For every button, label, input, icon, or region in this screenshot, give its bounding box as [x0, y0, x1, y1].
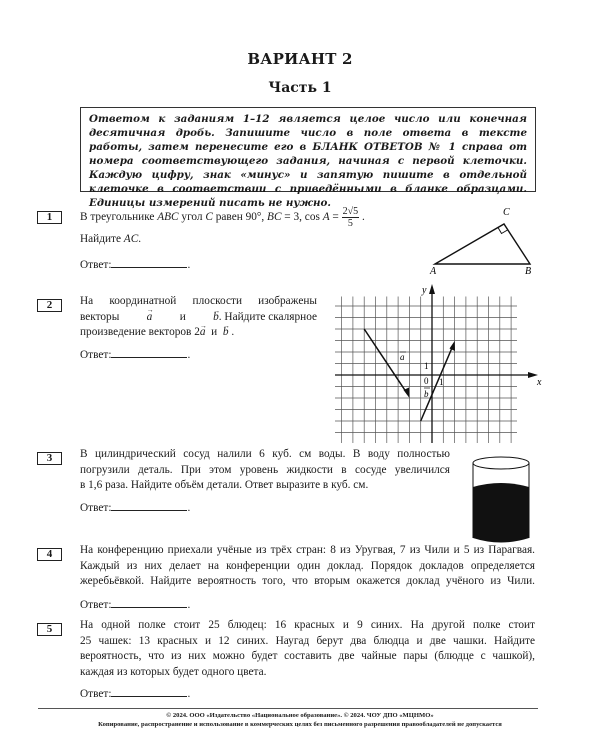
answer-line[interactable]	[111, 597, 187, 608]
text-line: На координатной плоскости изображены	[80, 295, 317, 307]
task-number-1: 1	[37, 211, 62, 224]
answer-period: .	[187, 688, 191, 700]
fraction-numerator: 2√5	[342, 206, 359, 217]
task-3-answer[interactable]	[80, 500, 190, 514]
variant-title: ВАРИАНТ 2	[247, 50, 353, 68]
text: = 3, cos	[281, 211, 323, 224]
answer-line[interactable]	[111, 500, 187, 511]
answer-line[interactable]	[111, 347, 187, 358]
text-line: На одной полке стоит 25 блюдец: 16 красных и 9 синих. На другой полке стоит	[80, 619, 535, 631]
vector-b: → b	[213, 311, 219, 323]
answer-period: .	[187, 349, 191, 361]
label-b: B	[525, 266, 532, 275]
vector-a: → a	[147, 310, 153, 326]
text: векторы	[80, 310, 120, 323]
answer-label: Ответ:	[80, 688, 112, 700]
var-ac: AC	[123, 233, 139, 245]
vector-b: → b	[223, 326, 229, 338]
text-line: погрузили деталь. При этом уровень жидкости в сосуде увеличился	[80, 463, 450, 476]
cos-fraction	[342, 206, 360, 229]
text: Найдите	[80, 233, 124, 245]
task-1-answer[interactable]	[80, 257, 190, 271]
text-line: каждая из которых будет одного цвета.	[80, 665, 267, 678]
fraction-denominator: 5	[347, 218, 353, 229]
task-3-text	[80, 447, 450, 494]
task-4-text	[80, 543, 535, 590]
text: .	[231, 326, 235, 338]
var-a: A	[322, 211, 330, 224]
answer-label: Ответ:	[80, 349, 112, 361]
task-number-4: 4	[37, 548, 62, 561]
text: и	[211, 326, 218, 338]
triangle-figure	[425, 200, 545, 275]
vector-a-label: a	[400, 352, 405, 362]
label-a: A	[430, 266, 437, 275]
text-line: На конференцию приехали учёные из трёх стран: 8 из Уругвая, 7 из Чили и 5 из Парагвая.	[80, 544, 535, 556]
text-line: в 1,6 раза. Найдите объём детали. Ответ выразите в куб. см.	[80, 479, 369, 491]
text: . Найдите скалярное	[218, 310, 317, 323]
task-1-text	[80, 206, 420, 229]
text-line	[80, 325, 317, 341]
var-bc: BC	[267, 211, 282, 224]
cylinder-liquid	[473, 483, 529, 543]
task-5-text	[80, 618, 535, 680]
y-tick-1: 1	[424, 361, 429, 371]
text: В треугольнике	[80, 211, 158, 224]
copyright-notice: Копирование, распространение и использование в коммерческих целях без письменного разрешения правообладателей не допускается	[98, 721, 502, 728]
var-c: C	[205, 211, 213, 224]
task-1-question	[80, 232, 141, 248]
y-axis-arrow-icon	[429, 284, 435, 294]
task-number-5: 5	[37, 623, 62, 636]
copyright-line: © 2024. ООО «Издательство «Национальное образование». © 2024. ЧОУ ДПО «МЦНМО»	[166, 712, 434, 719]
y-axis-label: y	[422, 285, 427, 296]
task-5-answer[interactable]	[80, 686, 190, 700]
origin-label: 0	[424, 376, 429, 386]
answer-line[interactable]	[111, 257, 187, 268]
text-line: Каждый из них делает на конференции один доклад. Порядок докладов определяется	[80, 559, 535, 572]
vector-a: → a	[200, 326, 206, 338]
text: и	[179, 310, 186, 323]
part-title: Часть 1	[268, 80, 332, 96]
answer-period: .	[187, 259, 191, 271]
answer-label: Ответ:	[80, 259, 112, 271]
vector-b-label: b	[424, 389, 429, 399]
text-line	[80, 310, 317, 326]
text-line: вероятность, что из них можно будет составить две чайные пары (блюдце с чашкой),	[80, 650, 535, 662]
text: .	[138, 233, 142, 245]
answer-line[interactable]	[111, 686, 187, 697]
task-2-text	[80, 294, 317, 341]
x-tick-1: 1	[439, 377, 444, 387]
answer-period: .	[187, 502, 191, 514]
coordinate-grid-figure	[330, 280, 545, 445]
instructions-box: Ответом к заданиям 1–12 является целое число или конечная десятичная дробь. Запишите число в поле ответа в тексте работы, затем перенесите его в БЛАНК ОТВЕТОВ № 1 справа от номера соответствующего задания, начиная с первой клеточки. Каждую цифру, знак «минус» и запятую пишите в отдельной клеточке в соответствии с приведёнными в бланке образцами. Единицы измерений писать не нужно.	[80, 107, 536, 192]
text-line: 25 чашек: 13 красных и 12 синих. Наугад берут два блюдца и две чашки. Найдите	[80, 634, 535, 647]
text-line: жеребьёвкой. Найдите вероятность того, что вторым окажется доклад учёного из Чили.	[80, 575, 535, 587]
task-2-answer[interactable]	[80, 347, 190, 361]
footer-divider	[38, 708, 538, 709]
vector-b-arrowhead-icon	[450, 341, 456, 351]
cylinder-figure	[470, 450, 550, 550]
text-line: В цилиндрический сосуд налили 6 куб. см воды. В воду полностью	[80, 448, 450, 460]
x-axis-label: x	[537, 377, 542, 388]
text: произведение векторов 2	[80, 326, 200, 338]
label-c: C	[503, 207, 510, 218]
text: =	[329, 211, 342, 224]
task-number-2: 2	[37, 299, 62, 312]
text: .	[359, 211, 365, 224]
cylinder-top	[473, 457, 529, 469]
answer-period: .	[187, 599, 191, 611]
var-abc: ABC	[157, 211, 179, 224]
task-number-3: 3	[37, 452, 62, 465]
text: угол	[178, 211, 206, 224]
answer-label: Ответ:	[80, 599, 112, 611]
triangle-shape	[435, 224, 530, 264]
text: равен 90°,	[212, 211, 268, 224]
task-4-answer[interactable]	[80, 597, 190, 611]
answer-label: Ответ:	[80, 502, 112, 514]
footer	[0, 711, 600, 729]
